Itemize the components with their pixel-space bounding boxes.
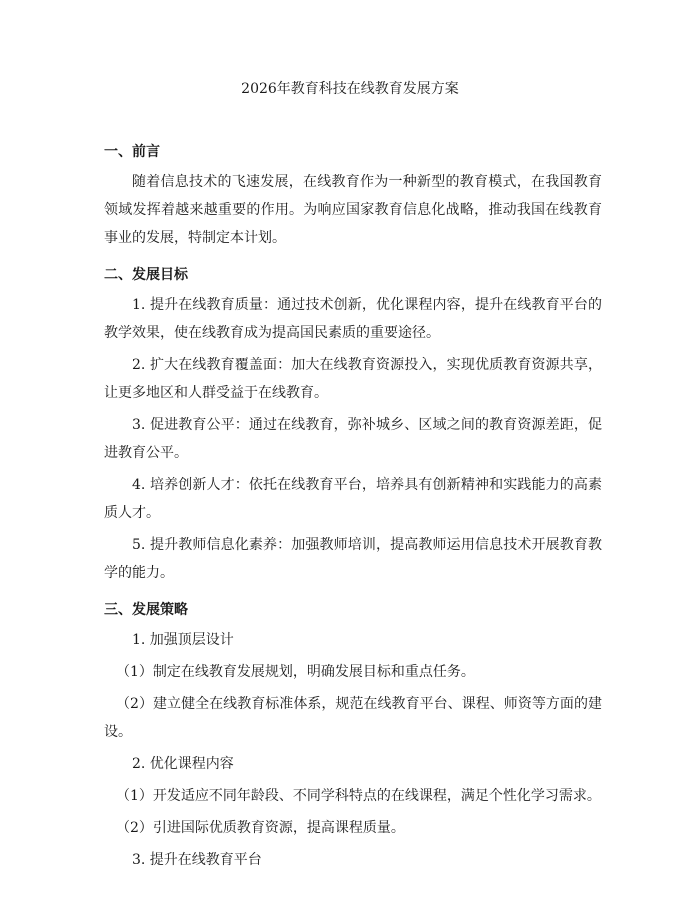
section-heading-preface: 一、前言: [104, 144, 160, 160]
strategy-subitem: （2）建立健全在线教育标准体系，规范在线教育平台、课程、师资等方面的建设。: [104, 696, 602, 740]
strategy-subitem: （1）开发适应不同年龄段、不同学科特点的在线课程，满足个性化学习需求。: [116, 788, 601, 804]
strategy-subitem: （2）引进国际优质教育资源，提高课程质量。: [116, 820, 405, 836]
goal-item: 3. 促进教育公平：通过在线教育，弥补城乡、区域之间的教育资源差距，促进教育公平。: [104, 417, 602, 461]
document-title: 2026年教育科技在线教育发展方案: [241, 81, 459, 97]
section-heading-strategy: 三、发展策略: [104, 602, 188, 618]
strategy-item: 3. 提升在线教育平台: [132, 852, 262, 868]
section-heading-goals: 二、发展目标: [104, 267, 188, 283]
strategy-item: 2. 优化课程内容: [132, 756, 234, 772]
strategy-subitem: （1）制定在线教育发展规划，明确发展目标和重点任务。: [116, 664, 475, 680]
goal-item: 4. 培养创新人才：依托在线教育平台，培养具有创新精神和实践能力的高素质人才。: [104, 477, 602, 521]
goal-item: 5. 提升教师信息化素养：加强教师培训，提高教师运用信息技术开展教育教学的能力。: [104, 537, 602, 581]
document-body: [104, 141, 602, 874]
strategy-item: 1. 加强顶层设计: [132, 632, 234, 648]
goal-item: 1. 提升在线教育质量：通过技术创新，优化课程内容，提升在线教育平台的教学效果，使在线教育成为提高国民素质的重要途径。: [104, 297, 602, 341]
preface-paragraph: 随着信息技术的飞速发展，在线教育作为一种新型的教育模式，在我国教育领域发挥着越来越重要的作用。为响应国家教育信息化战略，推动我国在线教育事业的发展，特制定本计划。: [104, 174, 602, 246]
goal-item: 2. 扩大在线教育覆盖面：加大在线教育资源投入，实现优质教育资源共享，让更多地区和人群受益于在线教育。: [104, 357, 602, 401]
